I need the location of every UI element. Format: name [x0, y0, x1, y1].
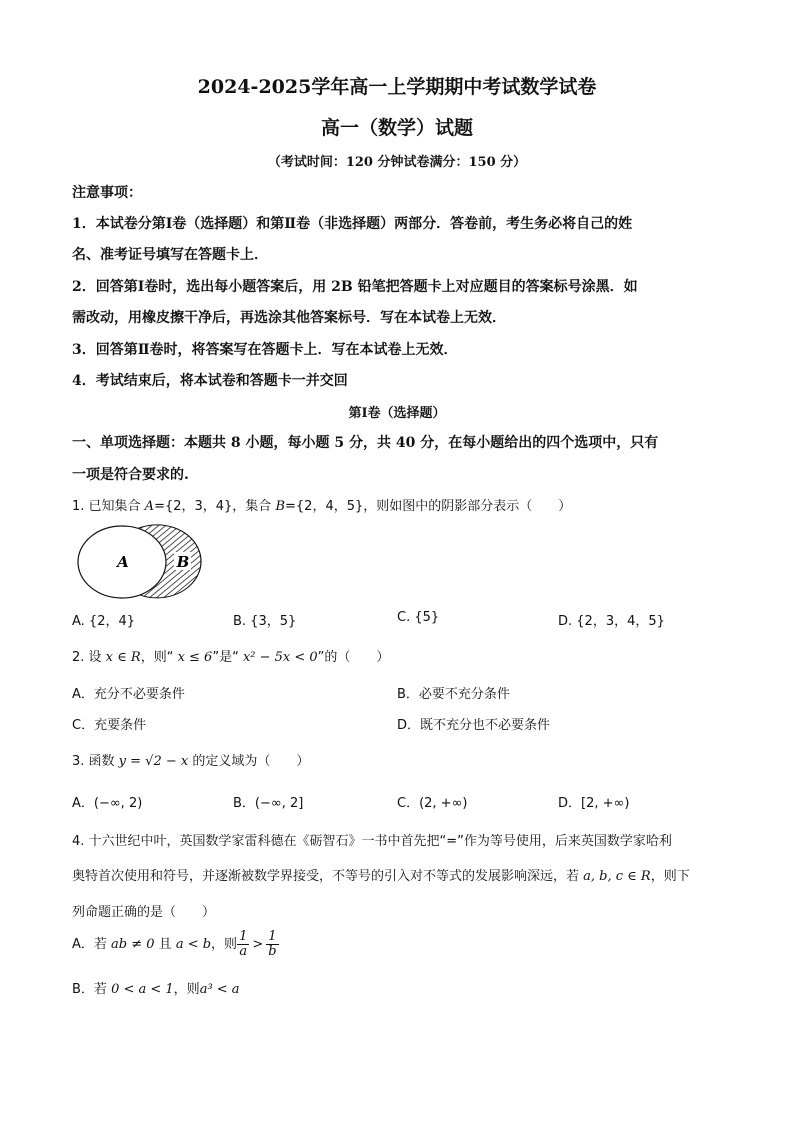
q2-math: x ≤ 6 [177, 650, 213, 665]
frac-numerator: 1 [266, 930, 278, 945]
frac-denominator: b [268, 944, 277, 959]
q2-stem-part: ”的（ ） [317, 650, 390, 665]
q1-stem-part: ={2，4，5}，则如图中的阴影部分表示（ ） [285, 499, 572, 514]
q4-option-a[interactable] [72, 930, 279, 960]
exam-subtitle: 高一（数学）试题 [320, 117, 473, 139]
q2-stem-part: ，则“ [140, 650, 178, 665]
q4-opt-a-part: A．若 [72, 937, 112, 952]
q3-stem-part: 的定义域为（ ） [188, 754, 310, 769]
q2-option-b[interactable]: B．必要不充分条件 [397, 687, 510, 702]
q2-stem-part: ”是“ [212, 650, 243, 665]
q1-stem-part: ={2，3，4}，集合 [154, 499, 276, 514]
q1-option-c[interactable]: C. {5} [397, 610, 440, 625]
q4-stem-line-2 [72, 865, 690, 884]
q4-math: a, b, c ∈ R [583, 869, 651, 884]
note-line-3: 2．回答第Ⅰ卷时，选出每小题答案后，用 2B 铅笔把答题卡上对应题目的答案标号涂黑．如 [72, 279, 638, 295]
set-b-symbol: B [275, 499, 286, 514]
venn-label-a: A [117, 553, 129, 571]
q4-stem-line-1: 4. 十六世纪中叶，英国数学家雷科德在《砺智石》一书中首先把“=”作为等号使用，后来英国数学家哈利 [72, 834, 672, 849]
frac-denominator: a [239, 944, 248, 959]
q2-stem [72, 646, 389, 665]
note-line-1: 1．本试卷分第Ⅰ卷（选择题）和第Ⅱ卷（非选择题）两部分．答卷前，考生务必将自己的姓 [72, 216, 633, 232]
fraction-1-over-a [237, 930, 249, 959]
frac-numerator: 1 [239, 929, 248, 944]
venn-diagram [72, 524, 212, 602]
q2-stem-part: 2. 设 [72, 650, 106, 665]
q1-stem-part: 1. 已知集合 [72, 499, 145, 514]
q4-opt-a-part: 且 [154, 937, 176, 952]
q2-option-a[interactable]: A．充分不必要条件 [72, 687, 185, 702]
q2-math: x ∈ R [105, 650, 141, 665]
q3-option-d[interactable]: D．[2, +∞) [558, 796, 630, 811]
note-line-2: 名、准考证号填写在答题卡上． [72, 247, 268, 263]
q2-option-d[interactable]: D．既不充分也不必要条件 [397, 718, 551, 733]
q2-option-c[interactable]: C．充要条件 [72, 718, 147, 733]
q4-opt-b-part: B．若 [72, 982, 112, 997]
q4-stem-part: ，则下 [650, 869, 690, 884]
set-a-symbol: A [144, 499, 155, 514]
fraction-1-over-b [266, 930, 278, 959]
note-line-5: 3．回答第Ⅱ卷时，将答案写在答题卡上．写在本试卷上无效． [72, 342, 458, 358]
q3-stem-part: 3. 函数 [72, 754, 119, 769]
q4-math: ab ≠ 0 [111, 937, 155, 952]
q4-stem-line-3: 列命题正确的是（ ） [72, 905, 216, 920]
q1-option-a[interactable]: A. {2，4} [72, 614, 136, 629]
greater-than: > [252, 937, 264, 952]
q1-stem [72, 495, 571, 514]
q3-function: y = √2 − x [118, 754, 189, 769]
q4-math: a < b [175, 937, 212, 952]
q3-stem [72, 750, 309, 769]
exam-info: （考试时间：120 分钟试卷满分：150 分） [267, 155, 527, 170]
q4-option-b[interactable] [72, 978, 240, 997]
note-line-6: 4．考试结束后，将本试卷和答题卡一并交回 [72, 373, 348, 389]
q4-opt-a-part: ，则 [211, 937, 238, 952]
q1-option-d[interactable]: D. {2，3，4，5} [558, 614, 665, 629]
section-title: 第Ⅰ卷（选择题） [348, 406, 446, 421]
q3-option-b[interactable]: B．(−∞, 2] [233, 796, 304, 811]
note-line-4: 需改动，用橡皮擦干净后，再选涂其他答案标号．写在本试卷上无效． [72, 310, 506, 326]
exam-title: 2024-2025学年高一上学期期中考试数学试卷 [197, 76, 597, 98]
venn-label-b: B [176, 553, 190, 571]
section-instruction-1: 一、单项选择题：本题共 8 小题，每小题 5 分，共 40 分，在每小题给出的四个选项中，只有 [72, 435, 659, 451]
notes-heading: 注意事项： [72, 185, 142, 201]
q1-option-b[interactable]: B. {3，5} [233, 614, 297, 629]
q4-opt-b-part: ，则 [173, 982, 200, 997]
q3-option-a[interactable]: A．(−∞, 2) [72, 796, 143, 811]
q4-math: 0 < a < 1 [111, 982, 174, 997]
section-instruction-2: 一项是符合要求的. [72, 467, 189, 483]
q2-math: x² − 5x < 0 [242, 650, 318, 665]
q4-stem-part: 奥特首次使用和符号，并逐渐被数学界接受，不等号的引入对不等式的发展影响深远，若 [72, 869, 584, 884]
q4-math: a³ < a [199, 982, 240, 997]
q3-option-c[interactable]: C．(2, +∞) [397, 796, 468, 811]
